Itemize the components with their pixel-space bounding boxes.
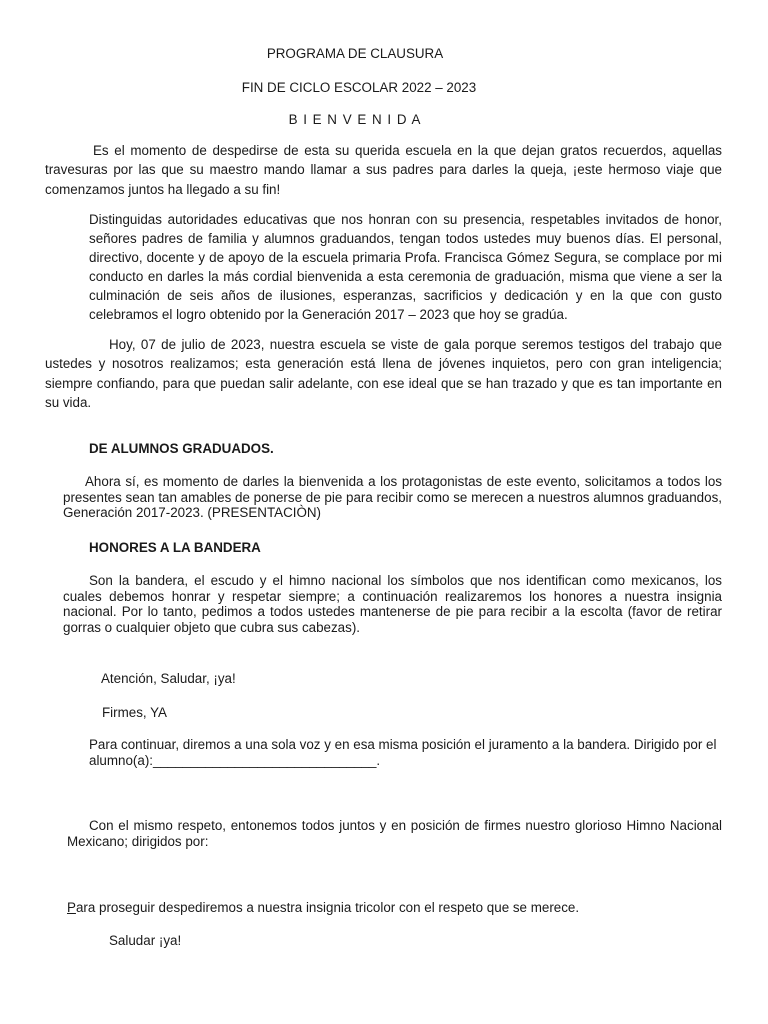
command-atencion: Atención, Saludar, ¡ya! (101, 671, 236, 686)
drop-letter: P (67, 900, 76, 915)
honores-paragraph-juramento: Para continuar, diremos a una sola voz y en esa misma posición el juramento a la bandera. Dirigido por el alumno(a):______________________________. (89, 737, 717, 768)
document-subtitle: FIN DE CICLO ESCOLAR 2022 – 2023 (241, 80, 477, 95)
graduados-paragraph: Ahora sí, es momento de darles la bienvenida a los protagonistas de este evento, solicitamos a todos los presentes sean tan amables de ponerse de pie para recibir como se merecen a nuestros alumnos graduandos, Generación 2017-2023. (PRESENTACIÒN) (63, 474, 722, 521)
honores-paragraph-himno: Con el mismo respeto, entonemos todos juntos y en posición de firmes nuestro glorioso Himno Nacional Mexicano; dirigidos por: (67, 818, 722, 849)
section-heading-honores: HONORES A LA BANDERA (89, 540, 261, 555)
intro-paragraph-1: Es el momento de despedirse de esta su querida escuela en la que dejan gratos recuerdos, aquellas travesuras por las que su maestro mando llamar a sus padres para darles la queja, ¡este hermoso viaje que comenzamos juntos ha llegado a su fin! (45, 143, 722, 197)
command-saludar: Saludar ¡ya! (109, 933, 182, 948)
intro-paragraph-3: Hoy, 07 de julio de 2023, nuestra escuela se viste de gala porque seremos testigos del trabajo que ustedes y nosotros realizamos; esta generación está llena de jóvenes inquietos, pero con gran inteligencia; siempre confiando, para que puedan salir adelante, con ese ideal que se han trazado y que es tan importante en su vida. (45, 337, 722, 410)
honores-paragraph-despedida (67, 898, 579, 917)
intro-paragraph-2: Distinguidas autoridades educativas que nos honran con su presencia, respetables invitados de honor, señores padres de familia y alumnos graduandos, tengan todos ustedes muy buenos días. El personal, directivo, docente y de apoyo de la escuela primaria Profa. Francisca Gómez Segura, se complace por mi conducto en darles la más cordial bienvenida a esta ceremonia de graduación, misma que viene a ser la culminación de seis años de ilusiones, esperanzas, sacrificios y dedicación y en la que con gusto celebramos el logro obtenido por la Generación 2017 – 2023 que hoy se gradúa. (89, 212, 722, 322)
despedida-text: ara proseguir despediremos a nuestra insignia tricolor con el respeto que se merece. (75, 900, 580, 915)
document-title: PROGRAMA DE CLAUSURA (266, 46, 444, 61)
command-firmes: Firmes, YA (102, 705, 167, 720)
welcome-heading: B I E N V E N I D A (288, 112, 422, 127)
section-heading-graduados: DE ALUMNOS GRADUADOS. (89, 441, 274, 456)
honores-paragraph-1: Son la bandera, el escudo y el himno nacional los símbolos que nos identifican como mexicanos, los cuales debemos honrar y respetar siempre; a continuación realizaremos los honores a nuestra insignia nacional. Por lo tanto, pedimos a todos ustedes mantenerse de pie para recibir a la escolta (favor de retirar gorras o cualquier objeto que cubra sus cabezas). (63, 573, 722, 635)
